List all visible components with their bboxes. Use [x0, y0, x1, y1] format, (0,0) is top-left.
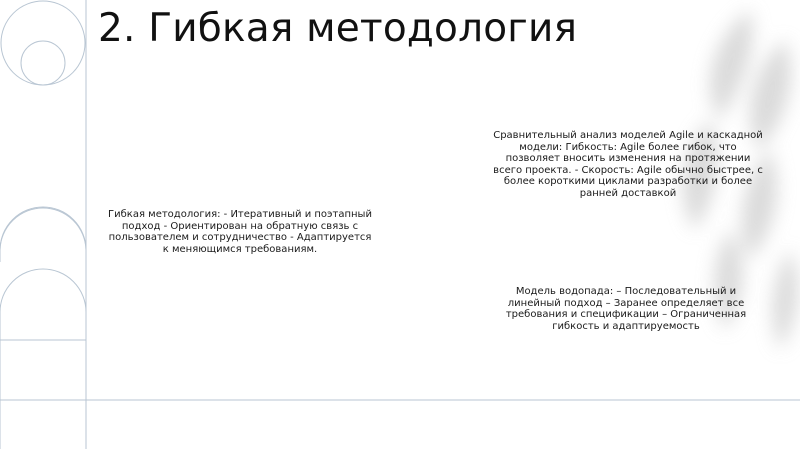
waterfall-text-block: Модель водопада: – Последовательный и линейный подход – Заранее определяет все требования и спецификации – Ограниченная гибкость и адаптируемость	[505, 286, 747, 332]
slide-title: 2. Гибкая методология	[98, 6, 578, 51]
deco-arch-upper	[0, 207, 86, 262]
leaf-shadow-decoration	[600, 0, 800, 449]
deco-circle-small	[21, 41, 65, 85]
deco-circle-large	[1, 1, 85, 85]
deco-arch-top	[0, 208, 86, 250]
deco-arch-middle	[0, 269, 86, 449]
comparison-text-block: Сравнительный анализ моделей Agile и каскадной модели: Гибкость: Agile более гибок, что позволяет вносить изменения на протяжении всего проекта. - Скорость: Agile обычно быстрее, с более короткими циклами разработки и более ранней доставкой	[493, 130, 763, 199]
agile-text-block: Гибкая методология: - Итеративный и поэтапный подход - Ориентирован на обратную связь с пользователем и сотрудничество - Адаптируется к меняющимся требованиям.	[108, 209, 372, 255]
